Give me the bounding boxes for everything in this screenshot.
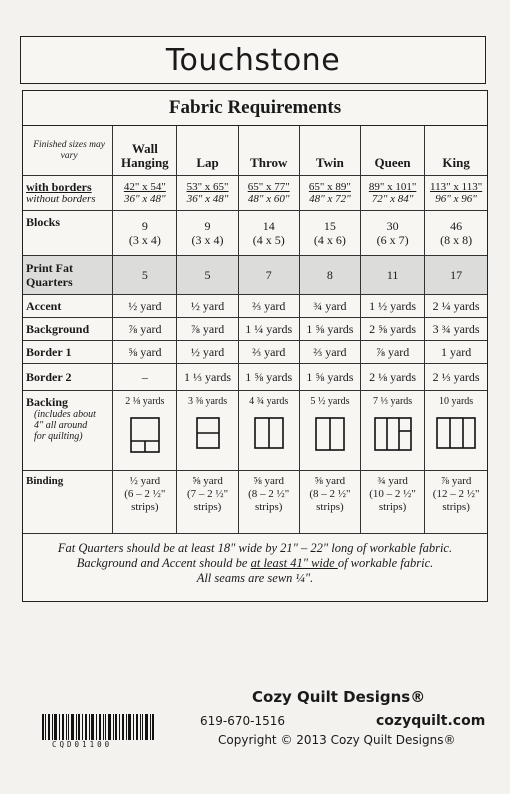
sizes-label bbox=[23, 176, 113, 211]
fat-quarters-cell: 5 bbox=[177, 256, 238, 295]
blocks-row bbox=[23, 211, 487, 256]
col-header: Lap bbox=[177, 126, 238, 176]
border1-cell: ⅔ yard bbox=[238, 341, 299, 364]
size-without: 96" x 96" bbox=[435, 193, 477, 205]
backing-row bbox=[23, 391, 487, 471]
binding-strips: (6 – 2 ½" bbox=[124, 488, 166, 500]
backing-yardage: 7 ⅓ yards bbox=[373, 396, 413, 407]
size-with: 65" x 77" bbox=[247, 181, 290, 193]
size-without: 48" x 60" bbox=[247, 193, 290, 205]
block-count: 46 bbox=[450, 219, 463, 233]
size-with: 89" x 101" bbox=[368, 181, 417, 193]
backing-cell bbox=[425, 391, 487, 471]
backing-cell bbox=[238, 391, 299, 471]
note-line-2-start: Background and Accent should be bbox=[76, 556, 251, 570]
accent-cell: ⅔ yard bbox=[238, 295, 299, 318]
block-count: 14 bbox=[262, 219, 275, 233]
block-layout: (6 x 7) bbox=[376, 233, 409, 247]
background-cell: ⅞ yard bbox=[113, 318, 177, 341]
block-layout: (3 x 4) bbox=[128, 233, 161, 247]
with-borders-label: with borders bbox=[26, 180, 92, 194]
size-cell bbox=[113, 176, 177, 211]
note-line-1: Fat Quarters should be at least 18" wide by 21" – 22" long of workable fabric. bbox=[57, 541, 453, 555]
website[interactable]: cozyquilt.com bbox=[376, 713, 486, 729]
background-row bbox=[23, 318, 487, 341]
backing-note: (includes about 4" all around for quilting) bbox=[34, 409, 96, 442]
pattern-title: Touchstone bbox=[165, 42, 341, 78]
col-header: Wall Hanging bbox=[113, 126, 177, 176]
size-cell bbox=[299, 176, 360, 211]
background-cell: 3 ¾ yards bbox=[425, 318, 487, 341]
binding-amount: ¾ yard bbox=[377, 475, 408, 487]
binding-amount: ⅝ yard bbox=[192, 475, 223, 487]
block-layout: (8 x 8) bbox=[440, 233, 473, 247]
sizes-row bbox=[23, 176, 487, 211]
block-count: 9 bbox=[204, 219, 211, 233]
barcode-number: CQD01100 bbox=[52, 740, 113, 749]
background-cell: 1 ¼ yards bbox=[238, 318, 299, 341]
binding-strips: (8 – 2 ½" bbox=[248, 488, 290, 500]
border2-label: Border 2 bbox=[23, 364, 113, 391]
border2-cell: – bbox=[113, 364, 177, 391]
border1-cell: ⅞ yard bbox=[360, 341, 424, 364]
finished-sizes-note: Finished sizes may vary bbox=[23, 126, 113, 176]
blocks-cell bbox=[238, 211, 299, 256]
accent-cell: ½ yard bbox=[113, 295, 177, 318]
fat-quarters-cell: 17 bbox=[425, 256, 487, 295]
binding-amount: ⅞ yard bbox=[440, 475, 472, 487]
block-layout: (4 x 5) bbox=[252, 233, 285, 247]
binding-strips: (12 – 2 ½" bbox=[432, 488, 480, 500]
title-box bbox=[20, 36, 486, 84]
binding-cell bbox=[299, 471, 360, 534]
border2-cell: 1 ⅝ yards bbox=[299, 364, 360, 391]
backing-cell bbox=[299, 391, 360, 471]
blocks-cell bbox=[425, 211, 487, 256]
size-cell bbox=[360, 176, 424, 211]
requirements-table bbox=[23, 126, 487, 534]
backing-cell bbox=[177, 391, 238, 471]
blocks-cell bbox=[360, 211, 424, 256]
fat-quarters-cell: 5 bbox=[113, 256, 177, 295]
blocks-cell bbox=[113, 211, 177, 256]
binding-cell bbox=[177, 471, 238, 534]
accent-label: Accent bbox=[23, 295, 113, 318]
backing-diagram-icon bbox=[254, 417, 284, 449]
header-row bbox=[23, 126, 487, 176]
binding-amount: ⅝ yard bbox=[253, 475, 284, 487]
size-with: 113" x 113" bbox=[430, 181, 483, 193]
background-cell: 2 ⅝ yards bbox=[360, 318, 424, 341]
block-count: 30 bbox=[386, 219, 399, 233]
col-header: Throw bbox=[238, 126, 299, 176]
border2-cell: 2 ⅛ yards bbox=[360, 364, 424, 391]
binding-strips: (8 – 2 ½" bbox=[309, 488, 351, 500]
background-label: Background bbox=[23, 318, 113, 341]
size-with: 53" x 65" bbox=[186, 181, 229, 193]
fabric-requirements-panel bbox=[22, 90, 488, 602]
note-line-2-end: of workable fabric. bbox=[337, 556, 434, 570]
border1-cell: ⅝ yard bbox=[113, 341, 177, 364]
note-line-2-underlined: at least 41" wide bbox=[250, 556, 338, 570]
binding-cell bbox=[238, 471, 299, 534]
size-with: 65" x 89" bbox=[308, 181, 351, 193]
border1-cell: ⅔ yard bbox=[299, 341, 360, 364]
fat-quarters-row bbox=[23, 256, 487, 295]
size-without: 48" x 72" bbox=[309, 193, 351, 205]
border2-cell: 2 ⅓ yards bbox=[425, 364, 487, 391]
backing-diagram-icon bbox=[374, 417, 412, 451]
fat-quarters-cell: 7 bbox=[238, 256, 299, 295]
size-without: 36" x 48" bbox=[186, 193, 229, 205]
col-header: King bbox=[425, 126, 487, 176]
backing-yardage: 4 ¾ yards bbox=[249, 396, 289, 407]
copyright: Copyright © 2013 Cozy Quilt Designs® bbox=[218, 733, 456, 747]
backing-diagram-icon bbox=[130, 417, 160, 453]
size-cell bbox=[238, 176, 299, 211]
accent-row bbox=[23, 295, 487, 318]
binding-strips: (7 – 2 ½" bbox=[186, 488, 229, 500]
border2-cell: 1 ⅓ yards bbox=[177, 364, 238, 391]
fat-quarters-cell: 11 bbox=[360, 256, 424, 295]
binding-cell bbox=[360, 471, 424, 534]
binding-cell bbox=[425, 471, 487, 534]
binding-row bbox=[23, 471, 487, 534]
background-cell: 1 ⅝ yards bbox=[299, 318, 360, 341]
fat-quarters-label: Print Fat Quarters bbox=[23, 256, 113, 295]
backing-label: Backing bbox=[26, 395, 69, 409]
backing-yardage: 2 ⅛ yards bbox=[125, 396, 165, 407]
section-heading: Fabric Requirements bbox=[23, 91, 487, 126]
blocks-cell bbox=[299, 211, 360, 256]
binding-strips-word: strips) bbox=[378, 501, 407, 513]
block-layout: (3 x 4) bbox=[191, 233, 224, 247]
without-borders-label: without borders bbox=[26, 193, 96, 205]
size-without: 72" x 84" bbox=[371, 193, 414, 205]
background-cell: ⅞ yard bbox=[177, 318, 238, 341]
backing-diagram-icon bbox=[196, 417, 220, 449]
blocks-cell bbox=[177, 211, 238, 256]
accent-cell: ½ yard bbox=[177, 295, 238, 318]
size-cell bbox=[177, 176, 238, 211]
accent-cell: 2 ¼ yards bbox=[425, 295, 487, 318]
binding-amount: ½ yard bbox=[129, 475, 161, 487]
backing-label-cell bbox=[23, 391, 113, 471]
note-line-3: All seams are sewn ¼". bbox=[196, 571, 314, 585]
backing-cell bbox=[113, 391, 177, 471]
border1-cell: ½ yard bbox=[177, 341, 238, 364]
binding-strips-word: strips) bbox=[442, 501, 470, 513]
backing-yardage: 5 ½ yards bbox=[310, 396, 350, 407]
border2-row bbox=[23, 364, 487, 391]
backing-cell bbox=[360, 391, 424, 471]
col-header: Queen bbox=[360, 126, 424, 176]
barcode-icon bbox=[42, 714, 154, 740]
note-line-2 bbox=[29, 556, 481, 571]
size-with: 42" x 54" bbox=[123, 181, 166, 193]
col-header: Twin bbox=[299, 126, 360, 176]
binding-strips-word: strips) bbox=[193, 501, 222, 513]
fat-quarters-cell: 8 bbox=[299, 256, 360, 295]
size-cell bbox=[425, 176, 487, 211]
binding-strips: (10 – 2 ½" bbox=[369, 488, 416, 500]
accent-cell: 1 ½ yards bbox=[360, 295, 424, 318]
border1-cell: 1 yard bbox=[425, 341, 487, 364]
fabric-notes bbox=[23, 534, 487, 586]
backing-yardage: 3 ⅜ yards bbox=[187, 396, 228, 407]
binding-cell bbox=[113, 471, 177, 534]
binding-strips-word: strips) bbox=[254, 501, 283, 513]
binding-strips-word: strips) bbox=[131, 501, 159, 513]
binding-strips-word: strips) bbox=[316, 501, 344, 513]
border2-cell: 1 ⅝ yards bbox=[238, 364, 299, 391]
binding-label: Binding bbox=[23, 471, 113, 534]
phone-number: 619-670-1516 bbox=[200, 714, 286, 728]
border1-row bbox=[23, 341, 487, 364]
accent-cell: ¾ yard bbox=[299, 295, 360, 318]
block-count: 9 bbox=[141, 219, 148, 233]
binding-amount: ⅝ yard bbox=[314, 475, 346, 487]
brand-name: Cozy Quilt Designs® bbox=[252, 688, 426, 706]
backing-diagram-icon bbox=[436, 417, 476, 449]
backing-diagram-icon bbox=[315, 417, 345, 451]
size-without: 36" x 48" bbox=[124, 193, 166, 205]
block-layout: (4 x 6) bbox=[313, 233, 346, 247]
block-count: 15 bbox=[323, 219, 336, 233]
backing-yardage: 10 yards bbox=[439, 396, 474, 407]
blocks-label: Blocks bbox=[23, 211, 113, 256]
border1-label: Border 1 bbox=[23, 341, 113, 364]
